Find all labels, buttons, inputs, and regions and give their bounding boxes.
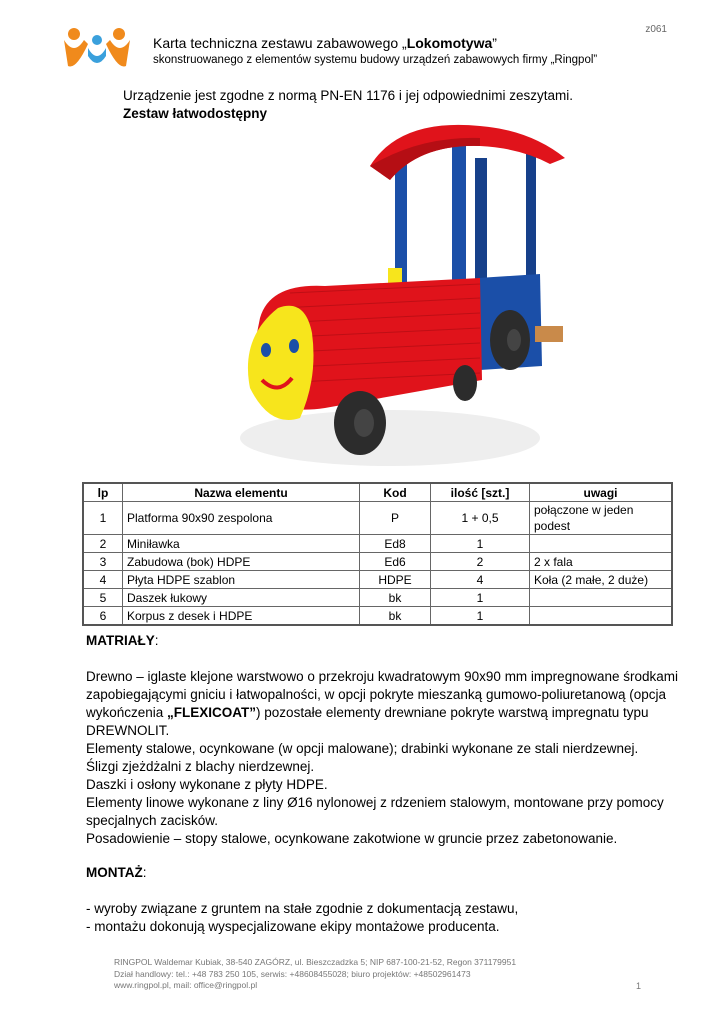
cell-notes — [530, 607, 673, 626]
cell-code: Ed6 — [360, 553, 431, 571]
cell-name: Platforma 90x90 zespolona — [123, 502, 360, 535]
cell-qty: 2 — [431, 553, 530, 571]
cell-lp: 1 — [83, 502, 123, 535]
cell-code: bk — [360, 607, 431, 626]
materials-body — [86, 668, 686, 848]
materials-line: Elementy linowe wykonane z liny Ø16 nylonowej z rdzeniem stalowym, montowane przy pomocy specjalnych zacisków. — [86, 795, 664, 828]
cell-name: Miniławka — [123, 535, 360, 553]
montaz-heading: MONTAŻ: — [86, 865, 147, 880]
cell-lp: 2 — [83, 535, 123, 553]
locomotive-image — [230, 118, 565, 478]
cell-qty: 1 — [431, 589, 530, 607]
materials-line: Posadowienie – stopy stalowe, ocynkowane zakotwione w gruncie przez zabetonowanie. — [86, 831, 618, 846]
col-name: Nazwa elementu — [123, 483, 360, 502]
cell-qty: 1 — [431, 607, 530, 626]
montaz-line: - montażu dokonują wyspecjalizowane ekipy montażowe producenta. — [86, 919, 500, 934]
table-row — [83, 535, 672, 553]
footer-web: www.ringpol.pl, mail: office@ringpol.pl — [114, 980, 258, 990]
materials-heading: MATRIAŁY: — [86, 633, 159, 648]
cell-qty: 1 + 0,5 — [431, 502, 530, 535]
product-name: Lokomotywa — [406, 35, 493, 51]
cell-code: HDPE — [360, 571, 431, 589]
cell-lp: 5 — [83, 589, 123, 607]
cell-qty: 4 — [431, 571, 530, 589]
materials-paragraph-wood: Drewno – iglaste klejone warstwowo o przekroju kwadratowym 90x90 mm impregnowane środkami zapobiegającymi gniciu i łatwopalności, w opcji pokryte mieszanką gumowo-poliuretanową (opcja wykończenia „FLEXICOAT”) pozostałe elementy drewniane pokryte warstwą impregnatu typu DREWNOLIT. — [86, 669, 679, 738]
footer-contacts: Dział handlowy: tel.: +48 783 250 105, serwis: +48608455028; biuro projektów: +48502961473 — [114, 968, 471, 979]
cell-lp: 6 — [83, 607, 123, 626]
cell-notes: połączone w jeden podest — [530, 502, 673, 535]
table-row — [83, 589, 672, 607]
table-row — [83, 607, 672, 626]
cell-name: Korpus z desek i HDPE — [123, 607, 360, 626]
cell-code: P — [360, 502, 431, 535]
card-title: Karta techniczna zestawu zabawowego „Lokomotywa” — [153, 35, 497, 51]
cell-notes — [530, 535, 673, 553]
col-code: Kod — [360, 483, 431, 502]
footer — [114, 957, 516, 992]
col-qty: ilość [szt.] — [431, 483, 530, 502]
cell-notes: Koła (2 małe, 2 duże) — [530, 571, 673, 589]
cell-lp: 3 — [83, 553, 123, 571]
footer-company: RINGPOL Waldemar Kubiak, 38-540 ZAGÓRZ, ul. Bieszczadzka 5; NIP 687-100-21-52, Regon 371179951 — [114, 957, 517, 967]
cell-lp: 4 — [83, 571, 123, 589]
norm-statement: Urządzenie jest zgodne z normą PN-EN 1176 i jej odpowiednimi zeszytami. — [123, 88, 573, 103]
table-row — [83, 502, 672, 535]
table-header-row — [83, 483, 672, 502]
cell-name: Daszek łukowy — [123, 589, 360, 607]
cell-code: Ed8 — [360, 535, 431, 553]
ringpol-logo — [62, 26, 132, 70]
cell-code: bk — [360, 589, 431, 607]
montaz-line: - wyroby związane z gruntem na stałe zgodnie z dokumentacją zestawu, — [86, 901, 519, 916]
col-lp: lp — [83, 483, 123, 502]
page-number: 1 — [635, 981, 641, 991]
cell-name: Zabudowa (bok) HDPE — [123, 553, 360, 571]
document-code: z061 — [645, 24, 667, 35]
cell-qty: 1 — [431, 535, 530, 553]
cell-notes — [530, 589, 673, 607]
table-row — [83, 553, 672, 571]
cell-name: Płyta HDPE szablon — [123, 571, 360, 589]
materials-line: Elementy stalowe, ocynkowane (w opcji malowane); drabinki wykonane ze stali nierdzewnej. — [86, 741, 639, 756]
montaz-body — [86, 900, 686, 936]
materials-line: Daszki i osłony wykonane z płyty HDPE. — [86, 777, 328, 792]
card-subtitle: skonstruowanego z elementów systemu budowy urządzeń zabawowych firmy „Ringpol” — [153, 54, 598, 66]
table-row — [83, 571, 672, 589]
cell-notes: 2 x fala — [530, 553, 673, 571]
materials-line: Ślizgi zjeżdżalni z blachy nierdzewnej. — [86, 759, 315, 774]
parts-table — [82, 482, 673, 626]
accessibility-statement: Zestaw łatwodostępny — [123, 106, 268, 121]
col-notes: uwagi — [530, 483, 673, 502]
